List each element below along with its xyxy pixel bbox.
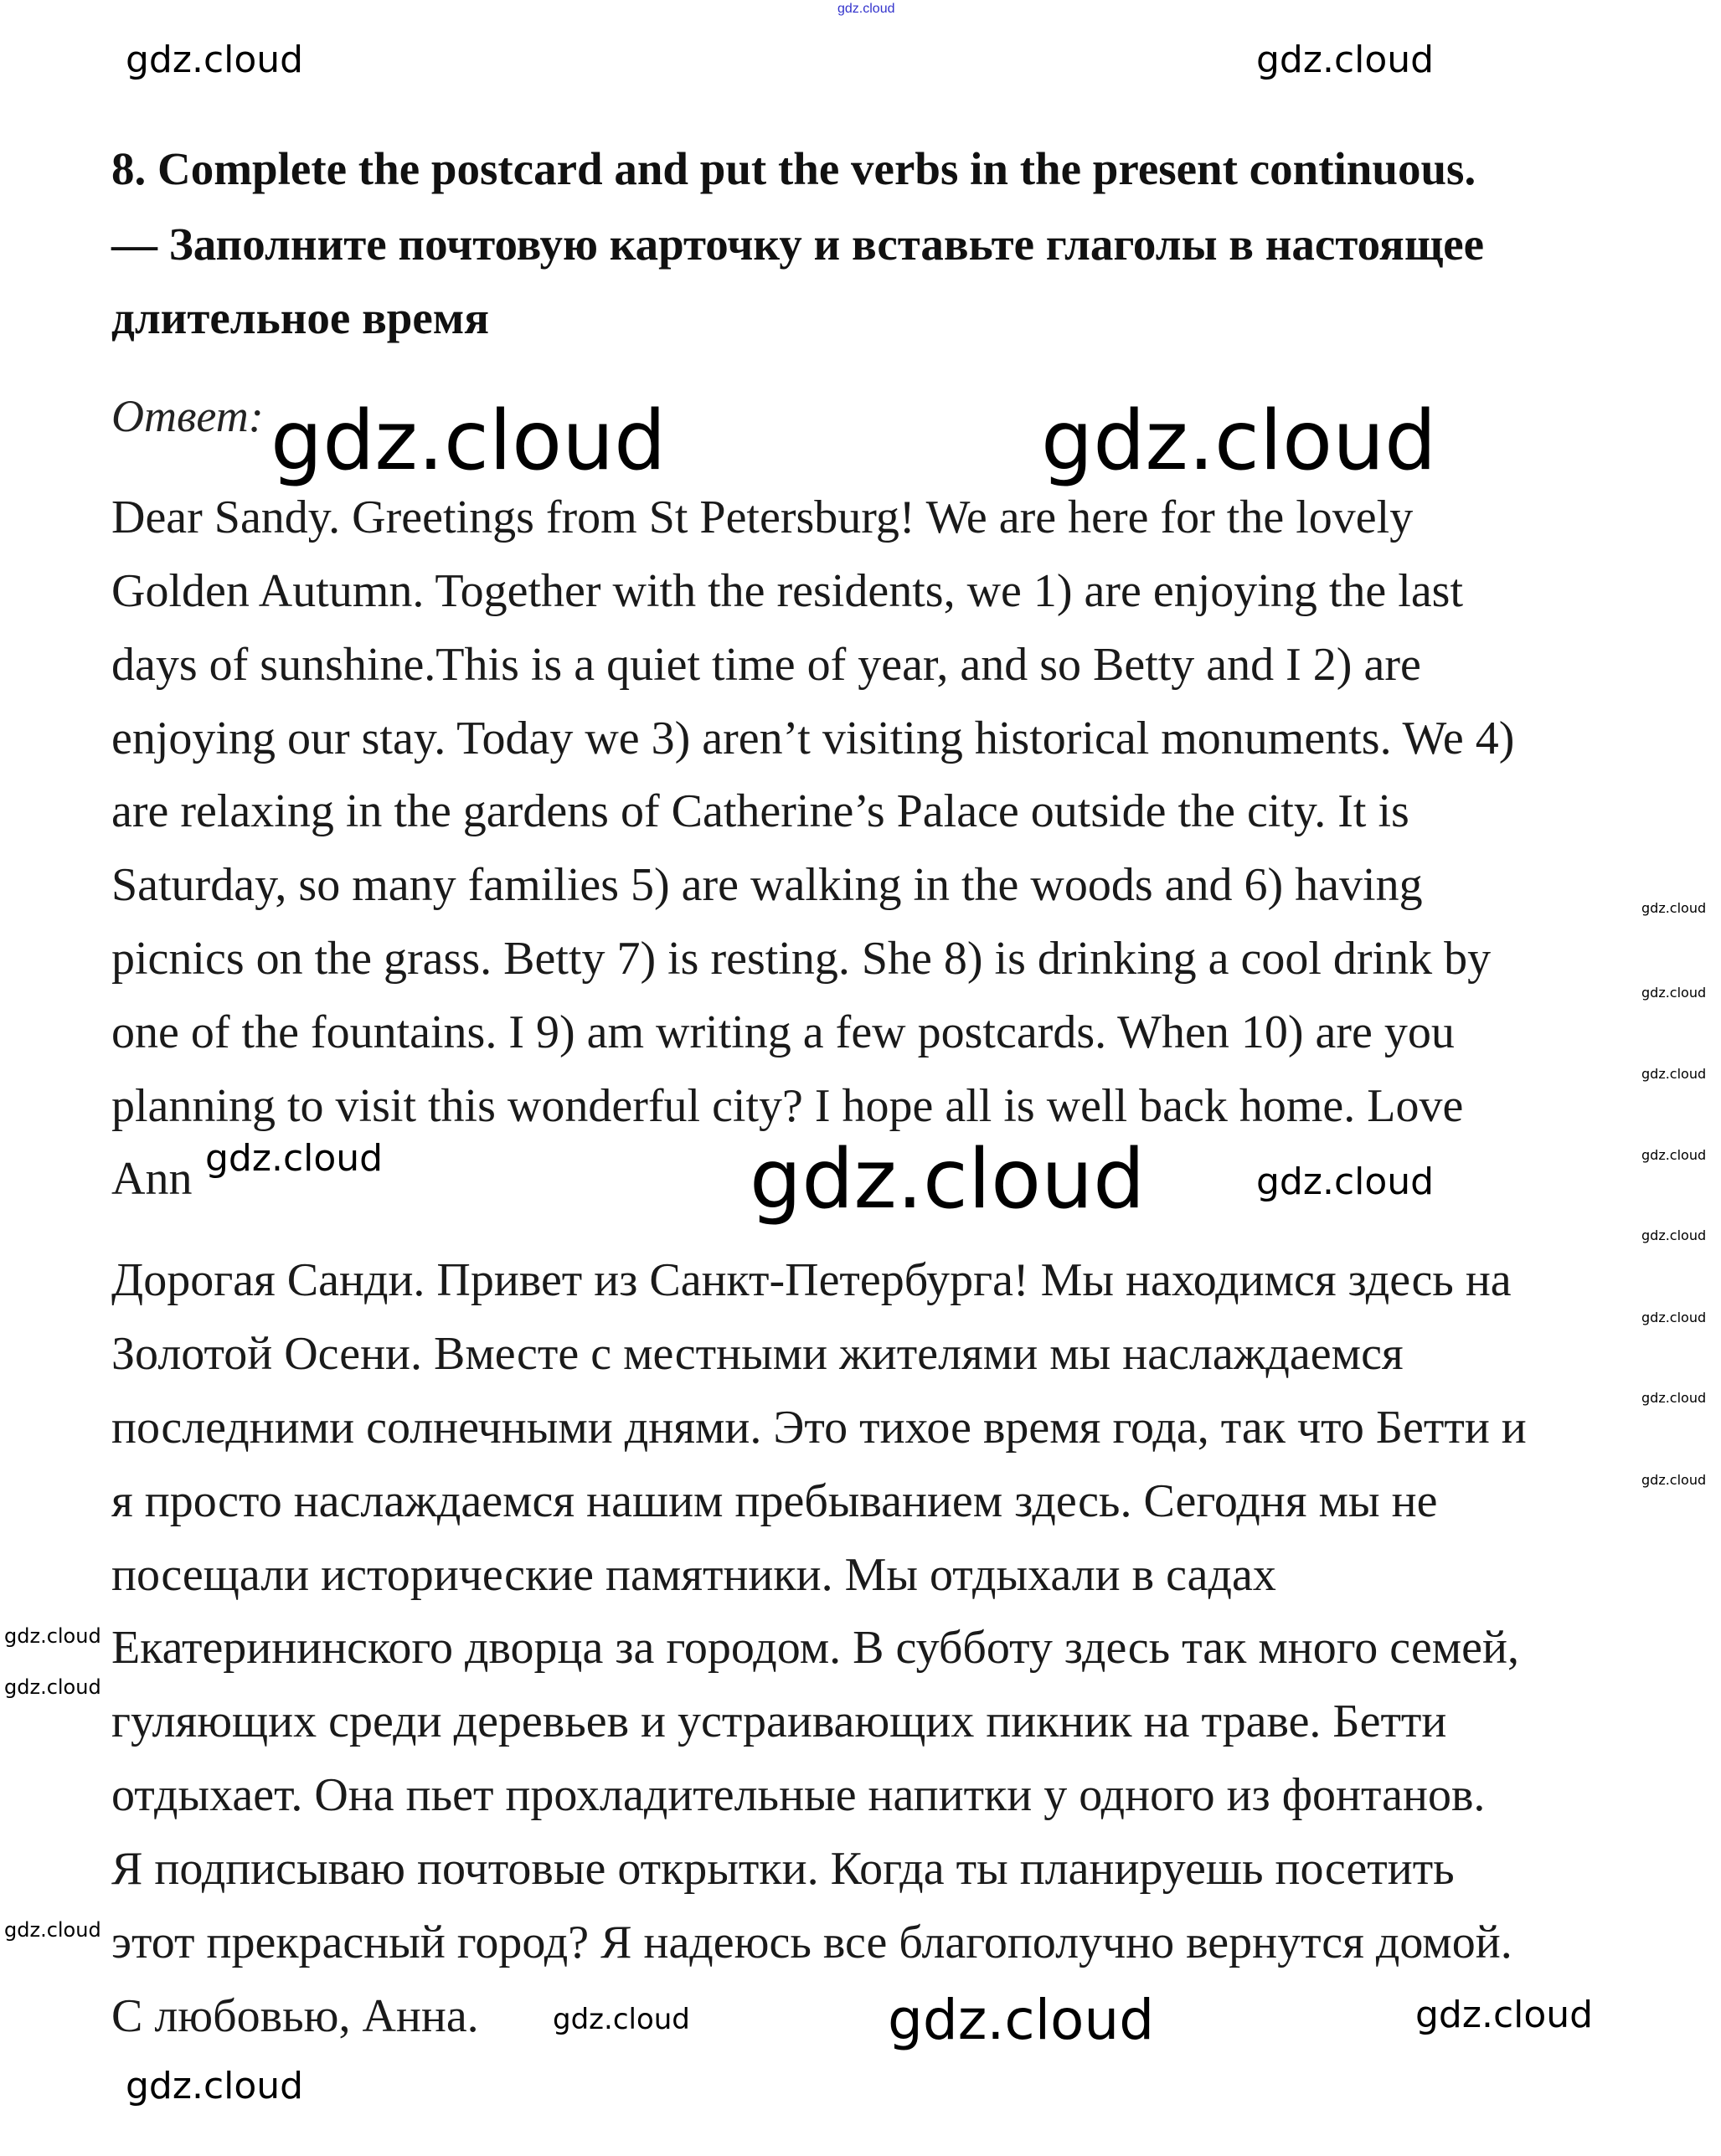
answer-label: Ответ: [111,391,264,441]
task-title-ru-cont: длительное время [111,292,490,343]
text-line: planning to visit this wonderful city? I hope all is well back home. Love [111,1080,1464,1132]
text-line: Золотой Осени. Вместе с местными жителями мы наслаждаемся [111,1328,1404,1380]
text-line: picnics on the grass. Betty 7) is resting. She 8) is drinking a cool drink by [111,933,1492,985]
watermark: gdz.cloud [1256,1160,1435,1203]
watermark: gdz.cloud [1041,394,1437,489]
text-line: отдыхает. Она пьет прохладительные напитки у одного из фонтанов. [111,1769,1486,1821]
header-watermark: gdz.cloud [837,2,895,16]
text-line: are relaxing in the gardens of Catherine’s Palace outside the city. It is [111,785,1409,837]
watermark: gdz.cloud [1641,985,1707,1001]
watermark: gdz.cloud [1641,1227,1707,1243]
text-line: enjoying our stay. Today we 3) aren’t visiting historical monuments. We 4) [111,713,1515,764]
watermark: gdz.cloud [126,2065,304,2107]
text-line: гуляющих среди деревьев и устраивающих пикник на траве. Бетти [111,1695,1447,1747]
text-line: Dear Sandy. Greetings from St Petersburg! We are here for the lovely [111,491,1414,543]
watermark: gdz.cloud [1641,1147,1707,1163]
text-line: С любовью, Анна. [111,1990,479,2042]
watermark: gdz.cloud [1641,900,1707,916]
task-title-ru: — Заполните почтовую карточку и вставьте глаголы в настоящее [111,219,1485,270]
watermark: gdz.cloud [888,1988,1155,2052]
text-line: days of sunshine.This is a quiet time of year, and so Betty and I 2) are [111,639,1421,691]
watermark: gdz.cloud [4,1675,101,1699]
text-line: последними солнечными днями. Это тихое время года, так что Бетти и [111,1402,1527,1454]
watermark: gdz.cloud [1641,1472,1707,1488]
text-line: этот прекрасный город? Я надеюсь все благополучно вернутся домой. [111,1917,1512,1968]
text-line: Saturday, so many families 5) are walking in the woods and 6) having [111,859,1423,911]
text-line: Golden Autumn. Together with the residents, we 1) are enjoying the last [111,565,1464,617]
text-line: one of the fountains. I 9) am writing a few postcards. When 10) are you [111,1006,1455,1058]
watermark: gdz.cloud [1415,1994,1594,2036]
watermark: gdz.cloud [4,1918,101,1942]
watermark: gdz.cloud [1256,39,1435,81]
watermark: gdz.cloud [4,1624,101,1648]
watermark: gdz.cloud [1641,1066,1707,1082]
text-line: Екатерининского дворца за городом. В субботу здесь так много семей, [111,1622,1519,1674]
text-line: я просто наслаждаемся нашим пребыванием здесь. Сегодня мы не [111,1475,1438,1527]
watermark: gdz.cloud [1641,1310,1707,1325]
text-line: Ann [111,1153,193,1205]
watermark: gdz.cloud [205,1137,384,1180]
task-title-en: 8. Complete the postcard and put the verbs in the present continuous. [111,143,1476,194]
watermark: gdz.cloud [750,1132,1146,1227]
text-line: посещали исторические памятники. Мы отдыхали в садах [111,1549,1276,1601]
watermark: gdz.cloud [271,394,667,489]
watermark: gdz.cloud [553,2003,690,2036]
watermark: gdz.cloud [126,39,304,81]
text-line: Я подписываю почтовые открытки. Когда ты планируешь посетить [111,1843,1455,1895]
text-line: Дорогая Санди. Привет из Санкт-Петербурга! Мы находимся здесь на [111,1254,1512,1306]
watermark: gdz.cloud [1641,1390,1707,1406]
